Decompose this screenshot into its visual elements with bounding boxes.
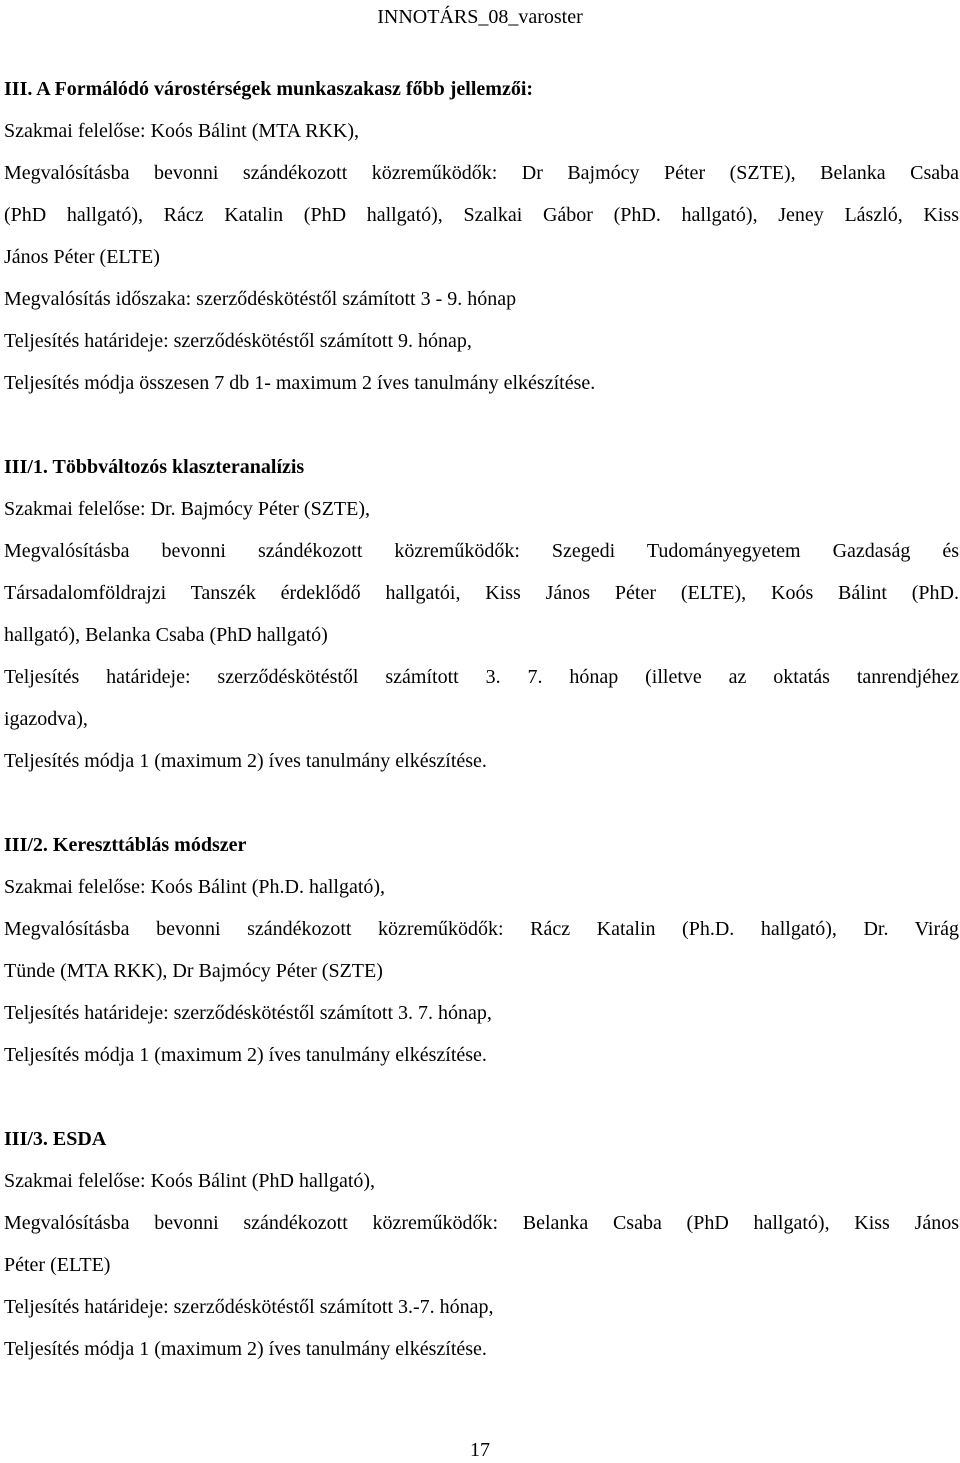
page-number: 17 [470,1439,490,1461]
s3-contributors-line-2: Péter (ELTE) [4,1254,111,1276]
s2-contributors-line-1: Megvalósításba bevonni szándékozott közreműködők: Rácz Katalin (Ph.D. hallgató), Dr. Virág [4,918,959,940]
main-contributors-line-1: Megvalósításba bevonni szándékozott közreműködők: Dr Bajmócy Péter (SZTE), Belanka Csaba [4,162,959,184]
section-heading-3: III/3. ESDA [4,1128,107,1150]
s1-contributors-line-3: hallgató), Belanka Csaba (PhD hallgató) [4,624,328,646]
s2-responsible: Szakmai felelőse: Koós Bálint (Ph.D. hallgató), [4,876,386,898]
s2-method: Teljesítés módja 1 (maximum 2) íves tanulmány elkészítése. [4,1044,487,1066]
main-responsible: Szakmai felelőse: Koós Bálint (MTA RKK), [4,120,360,142]
s3-deadline: Teljesítés határideje: szerződéskötéstől számított 3.-7. hónap, [4,1296,494,1318]
main-period: Megvalósítás időszaka: szerződéskötéstől számított 3 - 9. hónap [4,288,517,310]
s1-deadline-line-2: igazodva), [4,708,88,730]
main-contributors-line-3: János Péter (ELTE) [4,246,160,268]
document-body [4,74,959,1376]
document-header: INNOTÁRS_08_varoster [377,6,583,28]
main-deadline: Teljesítés határideje: szerződéskötéstől számított 9. hónap, [4,330,472,352]
s2-contributors-line-2: Tünde (MTA RKK), Dr Bajmócy Péter (SZTE) [4,960,383,982]
section-gap [4,788,959,830]
s3-responsible: Szakmai felelőse: Koós Bálint (PhD hallgató), [4,1170,376,1192]
section-heading-2: III/2. Kereszttáblás módszer [4,834,247,856]
s1-responsible: Szakmai felelőse: Dr. Bajmócy Péter (SZTE), [4,498,371,520]
s1-method: Teljesítés módja 1 (maximum 2) íves tanulmány elkészítése. [4,750,487,772]
s3-method: Teljesítés módja 1 (maximum 2) íves tanulmány elkészítése. [4,1338,487,1360]
section-heading-1: III/1. Többváltozós klaszteranalízis [4,456,305,478]
main-method: Teljesítés módja összesen 7 db 1- maximum 2 íves tanulmány elkészítése. [4,372,596,394]
s1-contributors-line-1: Megvalósításba bevonni szándékozott közreműködők: Szegedi Tudományegyetem Gazdaság és [4,540,959,562]
s2-deadline: Teljesítés határideje: szerződéskötéstől számított 3. 7. hónap, [4,1002,492,1024]
section-gap [4,1082,959,1124]
s1-deadline-line-1: Teljesítés határideje: szerződéskötéstől számított 3. 7. hónap (illetve az oktatás tanrendjéhez [4,666,959,688]
section-gap [4,410,959,452]
s3-contributors-line-1: Megvalósításba bevonni szándékozott közreműködők: Belanka Csaba (PhD hallgató), Kiss János [4,1212,959,1234]
section-heading-main: III. A Formálódó várostérségek munkaszakasz főbb jellemzői: [4,78,534,100]
main-contributors-line-2: (PhD hallgató), Rácz Katalin (PhD hallgató), Szalkai Gábor (PhD. hallgató), Jeney László, Kiss [4,204,959,226]
s1-contributors-line-2: Társadalomföldrajzi Tanszék érdeklődő hallgatói, Kiss János Péter (ELTE), Koós Bálint (PhD. [4,582,959,604]
